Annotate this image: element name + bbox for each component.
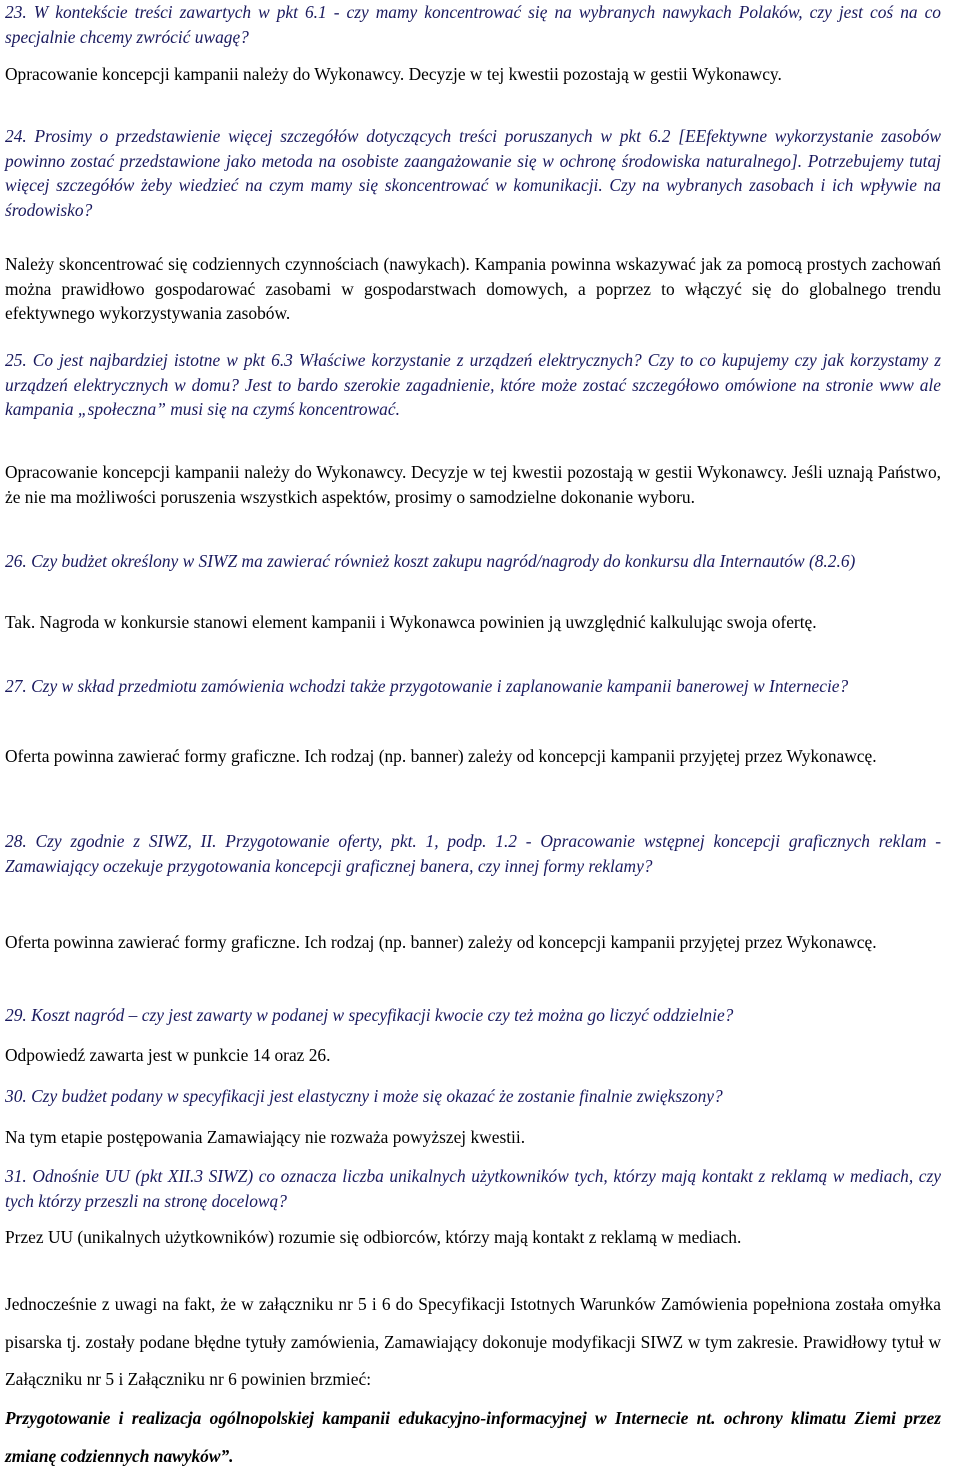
answer-28: Oferta powinna zawierać formy graficzne. Ich rodzaj (np. banner) zależy od koncepcji kampanii przyjętej przez Wykonawcę.: [5, 932, 877, 952]
answer-29: Odpowiedź zawarta jest w punkcie 14 oraz 26.: [5, 1045, 331, 1065]
question-28: 28. Czy zgodnie z SIWZ, II. Przygotowanie oferty, pkt. 1, podp. 1.2 - Opracowanie wstępnej koncepcji graficznych reklam - Zamawiający oczekuje przygotowania koncepcji graficznej banera, czy innej formy reklamy?: [5, 831, 941, 876]
answer-27: Oferta powinna zawierać formy graficzne. Ich rodzaj (np. banner) zależy od koncepcji kampanii przyjętej przez Wykonawcę.: [5, 746, 877, 766]
answer-31: Przez UU (unikalnych użytkowników) rozumie się odbiorców, którzy mają kontakt z reklamą w mediach.: [5, 1227, 742, 1247]
question-29: 29. Koszt nagród – czy jest zawarty w podanej w specyfikacji kwocie czy też można go liczyć oddzielnie?: [5, 1005, 734, 1025]
question-30: 30. Czy budżet podany w specyfikacji jest elastyczny i może się okazać że zostanie finalnie zwiększony?: [5, 1086, 723, 1106]
question-31: 31. Odnośnie UU (pkt XII.3 SIWZ) co oznacza liczba unikalnych użytkowników tych, którzy mają kontakt z reklamą w mediach, czy tych którzy przeszli na stronę docelową?: [5, 1166, 941, 1211]
answer-25: Opracowanie koncepcji kampanii należy do Wykonawcy. Decyzje w tej kwestii pozostają w gestii Wykonawcy. Jeśli uznają Państwo, że nie ma możliwości poruszenia wszystkich aspektów, prosimy o samodzielne dokonanie wyboru.: [5, 462, 941, 507]
question-24: 24. Prosimy o przedstawienie więcej szczegółów dotyczących treści poruszanych w pkt 6.2 [EEfektywne wykorzystanie zasobów powinno zostać przedstawione jako metoda na osobiste zaangażowanie się w ochronę środowiska naturalnego]. Potrzebujemy tutaj więcej szczegółów żeby wiedzieć na czym mamy się skoncentrować w komunikacji. Czy na wybranych zasobach i ich wpływie na środowisko?: [5, 126, 941, 220]
answer-30: Na tym etapie postępowania Zamawiający nie rozważa powyższej kwestii.: [5, 1127, 526, 1147]
answer-24: Należy skoncentrować się codziennych czynnościach (nawykach). Kampania powinna wskazywać jak za pomocą prostych zachowań można prawidłowo gospodarować zasobami w gospodarstwach domowych, a poprzez to włączyć się do globalnego trendu efektywnego wykorzystywania zasobów.: [5, 254, 941, 323]
answer-23: Opracowanie koncepcji kampanii należy do Wykonawcy. Decyzje w tej kwestii pozostają w gestii Wykonawcy.: [5, 64, 782, 84]
question-26: 26. Czy budżet określony w SIWZ ma zawierać również koszt zakupu nagród/nagrody do konkursu dla Internautów (8.2.6): [5, 551, 856, 571]
question-27: 27. Czy w skład przedmiotu zamówienia wchodzi także przygotowanie i zaplanowanie kampanii banerowej w Internecie?: [5, 676, 849, 696]
answer-26: Tak. Nagroda w konkursie stanowi element kampanii i Wykonawca powinien ją uwzględnić kalkulując swoja ofertę.: [5, 612, 817, 632]
modification-notice: Jednocześnie z uwagi na fakt, że w załączniku nr 5 i 6 do Specyfikacji Istotnych Warunków Zamówienia popełniona została omyłka pisarska tj. zostały podane błędne tytuły zamówienia, Zamawiający dokonuje modyfikacji SIWZ w tym zakresie. Prawidłowy tytuł w Załączniku nr 5 i Załączniku nr 6 powinien brzmieć:: [5, 1294, 941, 1389]
question-25: 25. Co jest najbardziej istotne w pkt 6.3 Właściwe korzystanie z urządzeń elektrycznych? Czy to co kupujemy czy jak korzystamy z urządzeń elektrycznych w domu? Jest to bardo szerokie zagadnienie, które może zostać szczegółowo omówione na stronie www ale kampania „społeczna” musi się na czymś koncentrować.: [5, 350, 941, 419]
correct-title: Przygotowanie i realizacja ogólnopolskiej kampanii edukacyjno-informacyjnej w Internecie nt. ochrony klimatu Ziemi przez zmianę codziennych nawyków”.: [5, 1408, 941, 1466]
question-23: 23. W kontekście treści zawartych w pkt 6.1 - czy mamy koncentrować się na wybranych nawykach Polaków, czy jest coś na co specjalnie chcemy zwrócić uwagę?: [5, 2, 941, 47]
